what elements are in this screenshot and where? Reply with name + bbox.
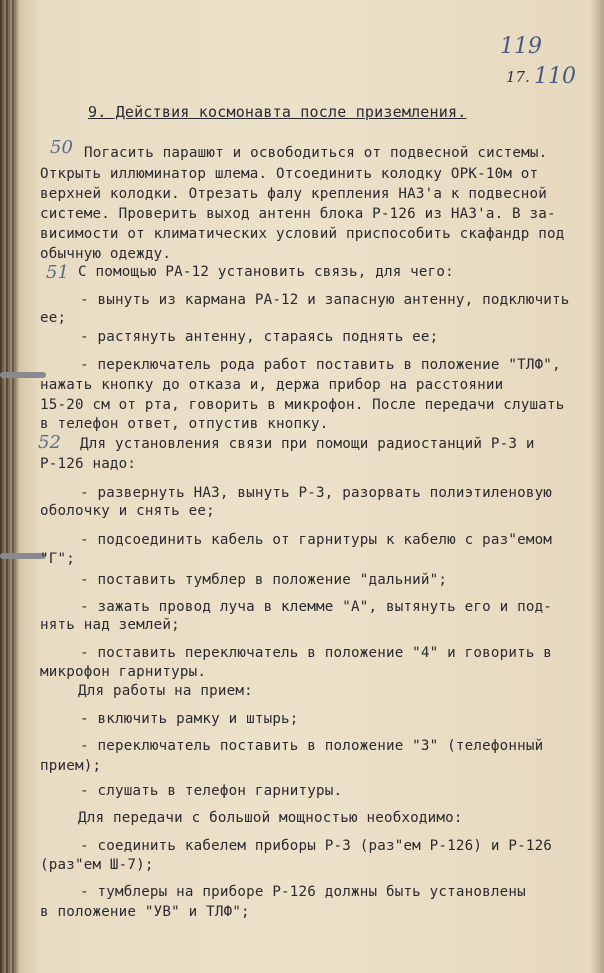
text-line: - вынуть из кармана РА-12 и запасную антенну, подключить xyxy=(80,292,570,308)
text-line: - развернуть НАЗ, вынуть Р-3, разорвать полиэтиленовую xyxy=(80,485,553,501)
text-line: - поставить переключатель в положение "4" и говорить в xyxy=(80,645,553,661)
text-line: в телефон ответ, отпустив кнопку. xyxy=(40,416,329,432)
text-line: микрофон гарнитуры. xyxy=(40,664,207,680)
text-line: (раз"ем Ш-7); xyxy=(40,857,154,873)
text-line: - слушать в телефон гарнитуры. xyxy=(80,783,343,799)
text-line: нажать кнопку до отказа и, держа прибор на расстоянии xyxy=(40,377,504,393)
text-line: "Г"; xyxy=(40,551,75,567)
text-line: - тумблеры на приборе Р-126 должны быть установлены xyxy=(80,884,526,900)
text-line: - переключатель рода работ поставить в положение "ТЛФ", xyxy=(80,357,561,373)
text-line: С помощью РА-12 установить связь, для чего: xyxy=(78,264,454,280)
binding-edge xyxy=(0,0,18,973)
text-line: оболочку и снять ее; xyxy=(40,503,215,519)
text-line: нять над землей; xyxy=(40,617,180,633)
text-line: ее; xyxy=(40,310,67,326)
text-line: - подсоединить кабель от гарнитуры к кабелю с раз"емом xyxy=(80,532,553,548)
text-line: Для передачи с большой мощностью необходимо: xyxy=(78,810,463,826)
text-line: - растянуть антенну, стараясь поднять ее; xyxy=(80,329,439,345)
text-line: - соединить кабелем приборы Р-3 (раз"ем Р-126) и Р-126 xyxy=(80,838,553,854)
page-number-top: 119 xyxy=(500,34,542,59)
text-line: Для работы на прием: xyxy=(78,683,253,699)
text-line: - включить рамку и штырь; xyxy=(80,711,299,727)
text-line: Р-126 надо: xyxy=(40,456,137,472)
text-line: обычную одежду. xyxy=(40,246,172,262)
page-number-typed: 17. xyxy=(506,68,530,86)
text-line: Для установления связи при помощи радиостанций Р-3 и xyxy=(80,436,535,452)
text-line: - поставить тумблер в положение "дальний"; xyxy=(80,572,448,588)
margin-mark: 50 xyxy=(50,137,73,158)
text-line: системе. Проверить выход антенн блока Р-126 из НАЗ'а. В за- xyxy=(40,206,556,222)
page-number-handwritten: 110 xyxy=(534,64,576,89)
margin-mark: 51 xyxy=(46,262,69,283)
text-line: Погасить парашют и освободиться от подвесной системы. xyxy=(84,145,548,161)
text-line: 15-20 см от рта, говорить в микрофон. После передачи слушать xyxy=(40,397,565,413)
text-line: верхней колодки. Отрезать фалу крепления НАЗ'а к подвесной xyxy=(40,186,548,202)
text-line: прием); xyxy=(40,758,102,774)
section-title: 9. Действия космонавта после приземления. xyxy=(88,103,467,121)
text-line: - зажать провод луча в клемме "А", вытянуть его и под- xyxy=(80,599,553,615)
margin-mark: 52 xyxy=(38,432,61,453)
text-line: висимости от климатических условий приспособить скафандр под xyxy=(40,226,565,242)
text-line: в положение "УВ" и ТЛФ"; xyxy=(40,904,250,920)
text-line: Открыть иллюминатор шлема. Отсоединить колодку ОРК-10м от xyxy=(40,166,539,182)
text-line: - переключатель поставить в положение "3" (телефонный xyxy=(80,738,544,754)
